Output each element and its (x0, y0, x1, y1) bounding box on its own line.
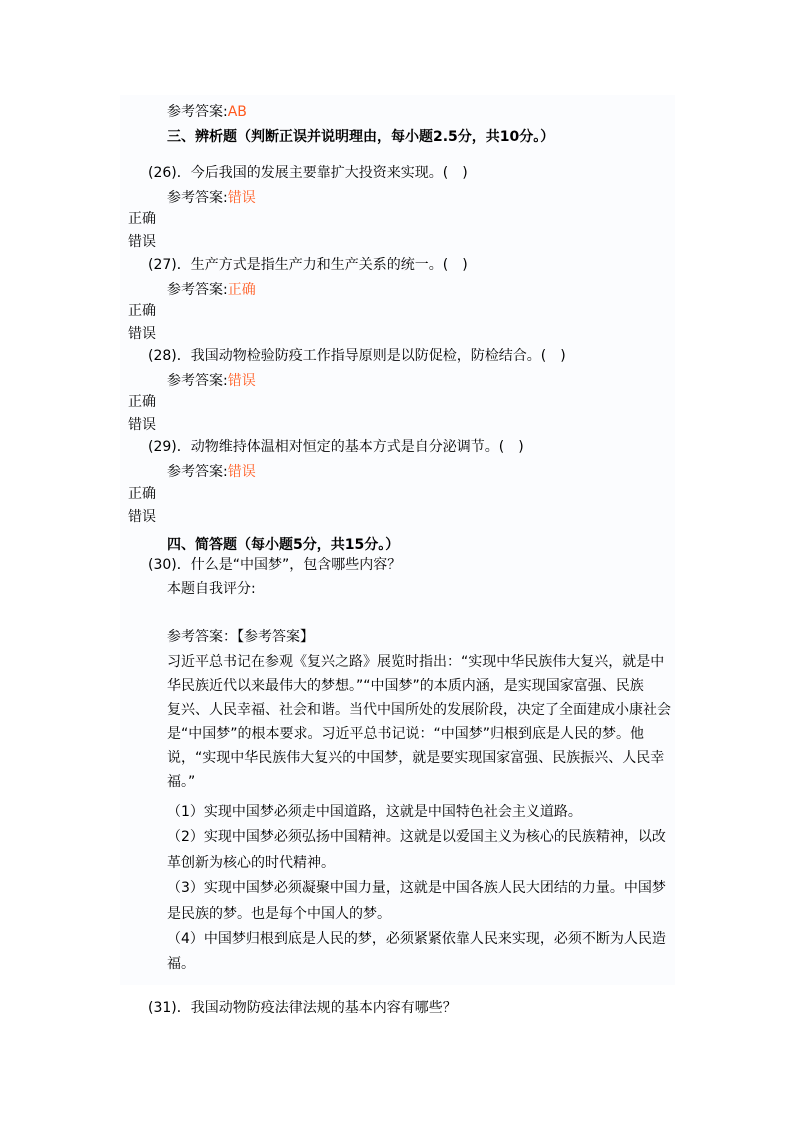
answer-line: 说，“实现中华民族伟大复兴的中国梦，就是要实现国家富强、民族振兴、人民幸 (167, 750, 665, 766)
answer-q28 (167, 372, 256, 390)
answer-q26 (167, 189, 256, 207)
answer-label: 参考答案: (167, 104, 228, 120)
answer-line: 福。” (167, 774, 196, 790)
option-correct[interactable]: 正确 (128, 486, 156, 502)
answer-value: AB (227, 104, 247, 120)
answer-line: （1）实现中国梦必须走中国道路，这就是中国特色社会主义道路。 (167, 804, 582, 820)
option-wrong[interactable]: 错误 (128, 417, 156, 433)
answer-line: 复兴、人民幸福、社会和谐。当代中国所处的发展阶段，决定了全面建成小康社会 (167, 702, 671, 718)
answer-heading: 参考答案：【参考答案】 (167, 629, 314, 645)
option-correct[interactable]: 正确 (128, 211, 156, 227)
answer-line: （4）中国梦归根到底是人民的梦，必须紧紧依靠人民来实现，必须不断为人民造 (167, 931, 666, 947)
answer-value: 错误 (227, 373, 256, 389)
option-wrong[interactable]: 错误 (128, 234, 156, 250)
answer-line: 习近平总书记在参观《复兴之路》展览时指出：“实现中华民族伟大复兴，就是中 (167, 654, 665, 670)
answer-line: 是“中国梦”的根本要求。习近平总书记说：“中国梦”归根到底是人民的梦。他 (167, 726, 645, 742)
question-29: (29)．动物维持体温相对恒定的基本方式是自分泌调节。( ) (148, 439, 524, 455)
answer-label: 参考答案: (167, 373, 228, 389)
self-score-label: 本题自我评分: (167, 581, 256, 597)
answer-value: 错误 (227, 190, 256, 206)
answer-line: （3）实现中国梦必须凝聚中国力量，这就是中国各族人民大团结的力量。中国梦 (167, 880, 666, 896)
question-30: (30)．什么是“中国梦”，包含哪些内容？ (148, 557, 402, 573)
answer-q27 (167, 281, 256, 299)
option-wrong[interactable]: 错误 (128, 326, 156, 342)
answer-line: （2）实现中国梦必须弘扬中国精神。这就是以爱国主义为核心的民族精神，以改 (167, 829, 666, 845)
answer-label: 参考答案: (167, 464, 228, 480)
question-31: (31)．我国动物防疫法律法规的基本内容有哪些？ (148, 1000, 457, 1016)
section-4-title: 四、简答题（每小题5分，共15分。） (167, 537, 400, 553)
answer-label: 参考答案: (167, 190, 228, 206)
answer-line: 福。 (167, 956, 195, 972)
option-wrong[interactable]: 错误 (128, 509, 156, 525)
answer-value: 正确 (227, 282, 256, 298)
question-28: (28)．我国动物检验防疫工作指导原则是以防促检，防检结合。( ) (148, 348, 566, 364)
answer-line: 革创新为核心的时代精神。 (167, 855, 335, 871)
answer-label: 参考答案: (167, 282, 228, 298)
option-correct[interactable]: 正确 (128, 303, 156, 319)
answer-line: 是民族的梦。也是每个中国人的梦。 (167, 906, 391, 922)
answer-line: 华民族近代以来最伟大的梦想。”“中国梦”的本质内涵，是实现国家富强、民族 (167, 678, 644, 694)
answer-q29 (167, 463, 256, 481)
question-27: (27)．生产方式是指生产力和生产关系的统一。( ) (148, 257, 468, 273)
option-correct[interactable]: 正确 (128, 394, 156, 410)
question-26: (26)．今后我国的发展主要靠扩大投资来实现。( ) (148, 165, 468, 181)
answer-q25 (167, 103, 247, 121)
answer-value: 错误 (227, 464, 256, 480)
section-3-title: 三、辨析题（判断正误并说明理由，每小题2.5分，共10分。） (167, 129, 555, 145)
